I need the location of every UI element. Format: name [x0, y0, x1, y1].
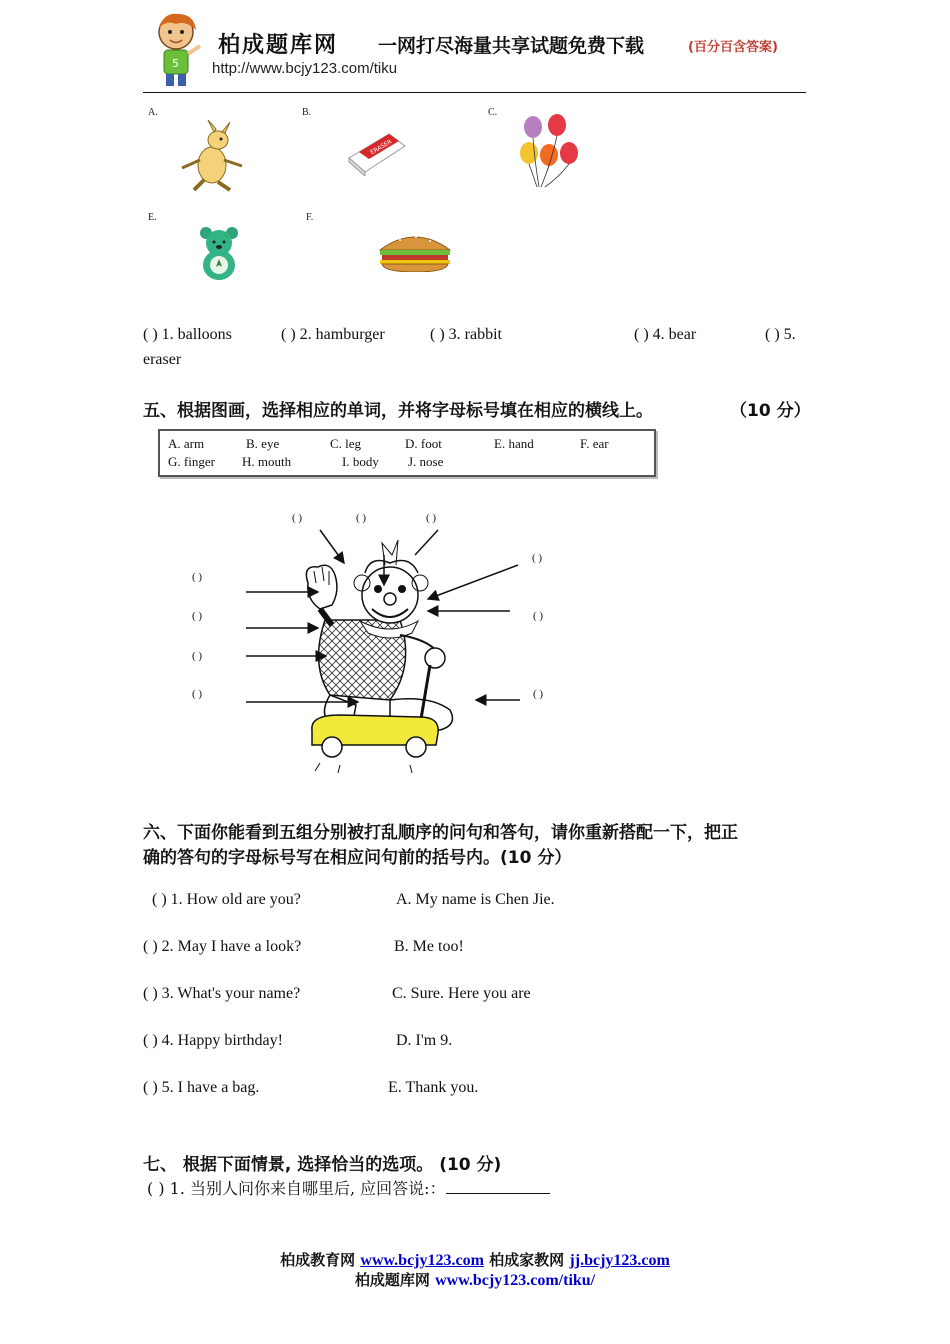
word-bank-item: E. hand	[494, 436, 534, 451]
match-item-4: ( ) 4. bear	[634, 326, 697, 343]
word-bank-item: C. leg	[330, 436, 362, 451]
section7-question-1-text: ( ) 1. 当别人问你来自哪里后, 应回答说:：	[147, 1179, 446, 1198]
answer-blank[interactable]: ( )	[192, 688, 203, 700]
answer-b: B. Me too!	[394, 938, 464, 955]
question-3: ( ) 3. What's your name?	[143, 985, 301, 1002]
question-4: ( ) 4. Happy birthday!	[143, 1032, 283, 1049]
word-bank-item: F. ear	[580, 436, 609, 451]
footer-link-3[interactable]: www.bcjy123.com/tiku/	[435, 1272, 596, 1289]
section5-score: （10 分）	[730, 401, 811, 421]
site-url[interactable]: http://www.bcjy123.com/tiku	[212, 60, 398, 77]
answer-blank[interactable]: ( )	[292, 512, 303, 524]
picture-letter-f: F.	[306, 212, 314, 223]
word-bank-item: G. finger	[168, 454, 215, 469]
section7-question-1	[147, 1176, 550, 1199]
answer-c: C. Sure. Here you are	[392, 985, 531, 1002]
word-bank-item: I. body	[342, 454, 379, 469]
answer-blank[interactable]: ( )	[533, 610, 544, 622]
answer-a: A. My name is Chen Jie.	[396, 891, 555, 908]
footer-link-1[interactable]: www.bcjy123.com	[360, 1252, 484, 1269]
question-5: ( ) 5. I have a bag.	[143, 1079, 260, 1096]
picture-letter-e: E.	[148, 212, 157, 223]
answer-e: E. Thank you.	[388, 1079, 479, 1096]
question-1: ( ) 1. How old are you?	[152, 891, 301, 908]
header-divider	[143, 92, 806, 93]
match-item-5: ( ) 5.	[765, 326, 796, 343]
word-bank-item: A. arm	[168, 436, 205, 451]
answer-d: D. I'm 9.	[396, 1032, 453, 1049]
site-name: 柏成题库网	[218, 33, 339, 58]
section5-title: 五、根据图画，选择相应的单词，并将字母标号填在相应的横线上。	[143, 401, 653, 421]
hamburger-icon	[376, 230, 454, 277]
word-bank-item: J. nose	[408, 454, 444, 469]
picture-letter-b: B.	[302, 107, 312, 118]
word-bank-item: D. foot	[405, 436, 442, 451]
match-item-1: ( ) 1. balloons	[143, 326, 232, 343]
section7-title: 七、 根据下面情景, 选择恰当的选项。 (10 分)	[143, 1155, 502, 1175]
footer-label-1: 柏成教育网	[280, 1251, 356, 1269]
site-slogan: 一网打尽海量共享试题免费下载	[378, 35, 645, 57]
answer-blank[interactable]: ( )	[532, 552, 543, 564]
word-bank-box	[158, 429, 656, 477]
balloons-icon	[515, 113, 581, 194]
answer-blank[interactable]: ( )	[356, 512, 367, 524]
match-item-2: ( ) 2. hamburger	[281, 326, 385, 343]
section6-title-line2: 确的答句的字母标号写在相应问句前的括号内。(10 分）	[143, 848, 572, 868]
section6-title-line1: 六、下面你能看到五组分别被打乱顺序的问句和答句，请你重新搭配一下，把正	[143, 823, 738, 843]
bear-icon	[194, 225, 244, 288]
word-bank-item: H. mouth	[242, 454, 292, 469]
footer-label-3: 柏成题库网	[354, 1271, 430, 1289]
answer-underline[interactable]	[446, 1179, 550, 1194]
answer-badge: (百分百含答案)	[688, 40, 778, 55]
footer-link-2[interactable]: jj.bcjy123.com	[569, 1252, 670, 1269]
footer-line-1	[0, 1249, 950, 1270]
footer-label-2: 柏成家教网	[489, 1251, 565, 1269]
answer-blank[interactable]: ( )	[533, 688, 544, 700]
picture-letter-c: C.	[488, 107, 498, 118]
eraser-icon	[345, 128, 409, 181]
footer-line-2	[0, 1269, 950, 1290]
answer-blank[interactable]: ( )	[192, 571, 203, 583]
svg-text:5: 5	[172, 57, 179, 70]
word-bank-item: B. eye	[246, 436, 280, 451]
site-logo-mascot	[146, 10, 206, 90]
picture-letter-a: A.	[148, 107, 158, 118]
svg-text:ERASER: ERASER	[369, 138, 394, 157]
answer-blank[interactable]: ( )	[192, 610, 203, 622]
question-2: ( ) 2. May I have a look?	[143, 938, 302, 955]
clown-illustration	[240, 525, 530, 780]
answer-blank[interactable]: ( )	[192, 650, 203, 662]
match-item-5-wrap: eraser	[143, 351, 182, 368]
answer-blank[interactable]: ( )	[426, 512, 437, 524]
rabbit-icon	[172, 120, 252, 200]
match-item-3: ( ) 3. rabbit	[430, 326, 502, 343]
